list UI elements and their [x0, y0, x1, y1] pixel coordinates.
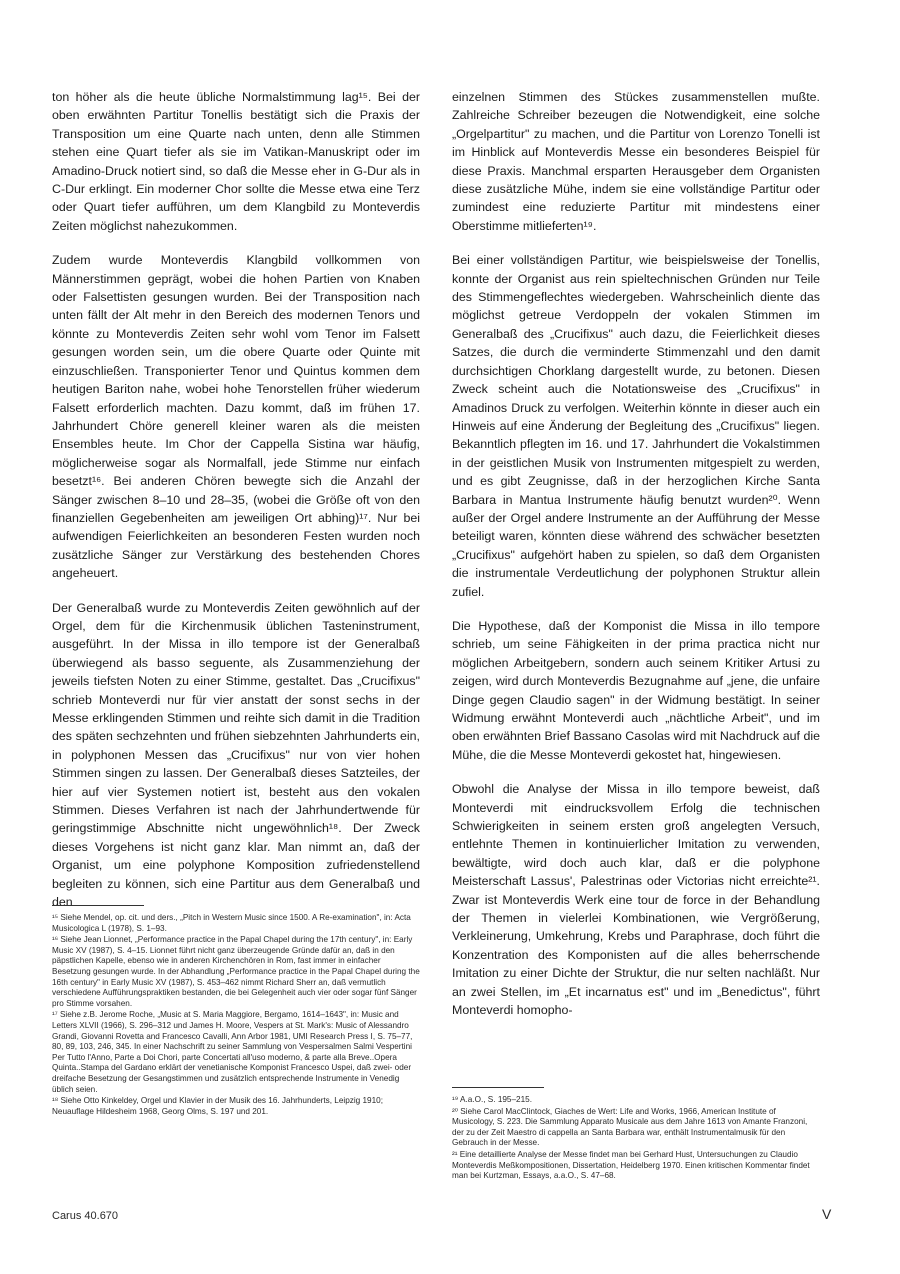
- paragraph: ton höher als die heute übliche Normalstimmung lag¹⁵. Bei der oben erwähnten Partitur Tonellis bestätigt sich die Praxis der Transposition um eine Quarte nach unten, denn alle Stimmen stehen eine Quart tiefer als sie im Vatikan-Manuskript oder im Amadino-Druck notiert sind, so daß die Messe eher in G-Dur als in C-Dur erklingt. Ein moderner Chor sollte die Messe etwa eine Terz oder Quart tiefer aufführen, um dem Klangbild zu Monteverdis Zeiten möglichst nahezukommen.: [52, 90, 420, 233]
- footnote-17: ¹⁷ Siehe z.B. Jerome Roche, „Music at S. Maria Maggiore, Bergamo, 1614–1643", in: Music and Letters XLVII (1966), S. 296–312 und James H. Moore, Vespers at St. Mark's: Music of Alessandro Grandi, Giovanni Rovetta and Francesco Cavalli, Ann Arbor 1981, UMI Research Press I, S. 75–77, 80, 89, 103, 246, 345. In einer Nachschrift zu seiner Sammlung von Vespersalmen Salmi Vespertini Per Tutto l'Anno, Parte a Doi Chori, parte Concertati all'uso moderno, & parte alla Breve..Opera Quinta..Stampa del Gardano erklärt der venetianische Komponist Francesco Uspei, daß zwei- oder dreifache Besetzung der Gesangstimmen und zusätzlich entsprechende Instrumente in Venedig üblich seien.: [52, 1010, 413, 1094]
- paragraph: Die Hypothese, daß der Komponist die Missa in illo tempore schrieb, um seine Fähigkeiten in der prima practica nicht nur möglichen Arbeitgebern, sondern auch seinem Kritiker Artusi zu zeigen, wird durch Monteverdis Bezugnahme auf „jene, die unfaire Dinge gegen Claudio sagen" in der Widmung bestätigt. In seiner Widmung erwähnt Monteverdi auch „nächtliche Arbeit", und im oben erwähnten Brief Bassano Casolas wird mit Nachdruck auf die Mühe, die die Messe Monteverdi gekostet hat, hingewiesen.: [452, 618, 820, 762]
- footnote-18: ¹⁸ Siehe Otto Kinkeldey, Orgel und Klavier in der Musik des 16. Jahrhunderts, Leipzig 1910; Neuauflage Hildesheim 1968, Georg Olms, S. 197 und 201.: [52, 1096, 383, 1116]
- footnote-divider: [52, 905, 144, 906]
- page-number: V: [822, 1206, 832, 1222]
- paragraph: Obwohl die Analyse der Missa in illo tempore beweist, daß Monteverdi mit eindrucksvollem Erfolg die technischen Schwierigkeiten in seinem ersten groß angelegten Versuch, entlehnte Themen in kontinuierlicher Imitation zu verwenden, bewältigte, wird doch auch klar, daß er die polyphone Meisterschaft Lassus', Palestrinas oder Victorias nicht erreichte²¹. Zwar ist Monteverdis Werk eine tour de force in der Behandlung der Themen in vielerlei Kombinationen, wie Vergrößerung, Verkleinerung, Umkehrung, Krebs und Paraphrase, doch führt die Konzentration des Komponisten auf die alles beherrschende Imitation zu einer Dichte der Struktur, die nur selten nachläßt. Nur an zwei Stellen, im „Et incarnatus est" und im „Benedictus", führt Monteverdi homopho-: [452, 782, 820, 1018]
- left-text-column: [52, 88, 420, 927]
- right-text-column: [452, 88, 820, 1036]
- footnotes-right: [452, 1087, 820, 1183]
- paragraph: einzelnen Stimmen des Stückes zusammenstellen mußte. Zahlreiche Schreiber bezeugen die Notwendigkeit, eine solche „Orgelpartitur" zu machen, und die Partitur von Lorenzo Tonelli ist im Hinblick auf Monteverdis Messe ein besonderes Beispiel für diese Praxis. Manchmal ersparten Herausgeber dem Organisten diese zusätzliche Mühe, indem sie eine vollständige Partitur oder zumindest eine reduzierte Partitur mit mindestens einer Oberstimme mitlieferten¹⁹.: [452, 90, 820, 233]
- footnote-15: ¹⁵ Siehe Mendel, op. cit. und ders., „Pitch in Western Music since 1500. A Re-examination", in: Acta Musicologica L (1978), S. 1–93.: [52, 913, 411, 933]
- paragraph: Der Generalbaß wurde zu Monteverdis Zeiten gewöhnlich auf der Orgel, dem für die Kirchenmusik üblichen Tasteninstrument, ausgeführt. In der Missa in illo tempore ist der Generalbaß überwiegend als basso seguente, als Zusammenziehung der jeweils tiefsten Noten zu einer Stimme, gestaltet. Das „Crucifixus" schrieb Monteverdi nur für vier anstatt der sonst sechs in der Messe erklingenden Stimmen und reihte sich damit in die Tradition des späten sechzehnten und frühen siebzehnten Jahrhunderts ein, in polyphonen Messen das „Crucifixus" nur von vier hohen Stimmen singen zu lassen. Der Generalbaß dieses Satzteiles, der hier auf vier Systemen notiert ist, besteht aus den vokalen Stimmen. Dieses Verfahren ist nach der Jahrhundertwende für geringstimmige Abschnitte nicht ungewöhnlich¹⁸. Der Zweck dieses Vorgehens ist nicht ganz klar. Man nimmt an, daß der Organist, um eine polyphone Komposition zufriedenstellend begleiten zu können, sich eine Partitur aus dem Generalbaß und den: [52, 600, 420, 910]
- footnote-19: ¹⁹ A.a.O., S. 195–215.: [452, 1095, 532, 1104]
- paragraph: Zudem wurde Monteverdis Klangbild vollkommen von Männerstimmen geprägt, wobei die hohen Partien von Knaben oder Falsettisten gesungen wurden. Bei der Transposition nach unten fällt der Alt mehr in den Bereich des modernen Tenors und könnte zu Monteverdis Zeiten sehr wohl vom Tenor im Falsett gesungen worden sein, um die obere Quarte oder Quinte mit einzuschließen. Transponierter Tenor und Quintus kommen dem heutigen Bariton nahe, wobei hohe Tenorstellen früher wiederum Falsett erforderlich machten. Dazu kommt, daß im frühen 17. Jahrhundert Chöre generell kleiner waren als die meisten Ensembles heute. Im Chor der Cappella Sistina war häufig, möglicherweise sogar als Normalfall, jede Stimme nur einfach besetzt¹⁶. Bei anderen Chören bewegte sich die Anzahl der Sänger zwischen 8–10 und 28–35, (wobei die Größe oft von den finanziellen Gegebenheiten am jeweiligen Ort abhing)¹⁷. Nur bei aufwendigen Feierlichkeiten an besonderen Festen wurden noch zusätzliche Sänger zur Verstärkung des bestehenden Chores angeheuert.: [52, 253, 420, 581]
- footnote-21: ²¹ Eine detaillierte Analyse der Messe findet man bei Gerhard Hust, Untersuchungen zu Claudio Monteverdis Meßkompositionen, Dissertation, Heidelberg 1970. Einen kritischen Kommentar findet man bei Kurtzman, Essays, a.a.O., S. 47–68.: [452, 1149, 810, 1181]
- publisher-label: Carus 40.670: [52, 1210, 119, 1222]
- paragraph: Bei einer vollständigen Partitur, wie beispielsweise der Tonellis, konnte der Organist aus rein spieltechnischen Gründen nur Teile des Stimmengeflechtes wiedergeben. Wahrscheinlich diente das möglichst getreue Verdoppeln der vokalen Stimmen im Generalbaß des „Crucifixus" auch dazu, die Feierlichkeit dieses Satzes, die durch die verminderte Stimmenzahl und den damit durchsichtigen Chorklang dargestellt wurde, zu betonen. Diesen Zweck scheint auch die Notationsweise des „Crucifixus" in Amadinos Druck zu verfolgen. Weiterhin könnte in dieser auch ein Hinweis auf eine Änderung der Begleitung des „Crucifixus" liegen. Bekanntlich pflegten im 16. und 17. Jahrhundert die Vokalstimmen in der geistlichen Musik von Instrumenten mitgespielt zu werden, und es gibt Zeugnisse, daß in der herzoglichen Kirche Santa Barbara in Mantua Instrumente häufig benutzt wurden²⁰. Wenn außer der Orgel andere Instrumente an der Aufführung der Messe beteiligt waren, könnten diese während des schwächer besetzten „Crucifixus" aufgehört haben zu spielen, so daß dem Organisten die instrumentale Verdeutlichung der polyphonen Struktur allein zufiel.: [452, 253, 820, 599]
- footnote-20: ²⁰ Siehe Carol MacClintock, Giaches de Wert: Life and Works, 1966, American Institute of Musicology, S. 223. Die Sammlung Apparato Musicale aus dem Jahre 1613 von Amante Franzoni, der zu der Zeit Maestro di cappella an Santa Barbara war, enthält Instrumentalmusik für den Gebrauch in der Messe.: [452, 1106, 808, 1148]
- footnotes-left: [52, 905, 420, 1118]
- footnote-divider: [452, 1087, 544, 1088]
- footnote-16: ¹⁶ Siehe Jean Lionnet, „Performance practice in the Papal Chapel during the 17th century", in: Early Music XV (1987), S. 4–15. Lionnet führt nicht ganz überzeugende Gründe dafür an, daß in den päpstlichen Kapelle, ebenso wie in anderen Kirchenchören in Rom, fast immer in einfacher Besetzung gesungen wurde. In der Abhandlung „Performance practice in the Papal Chapel during the 16th century" in Early Music XV (1987), S. 453–462 nimmt Richard Sherr an, daß vermutlich verschiedene Aufführungspraktiken bestanden, die bei Gelegenheit auch vier oder sogar fünf Sänger pro Stimme vorsahen.: [52, 935, 420, 1008]
